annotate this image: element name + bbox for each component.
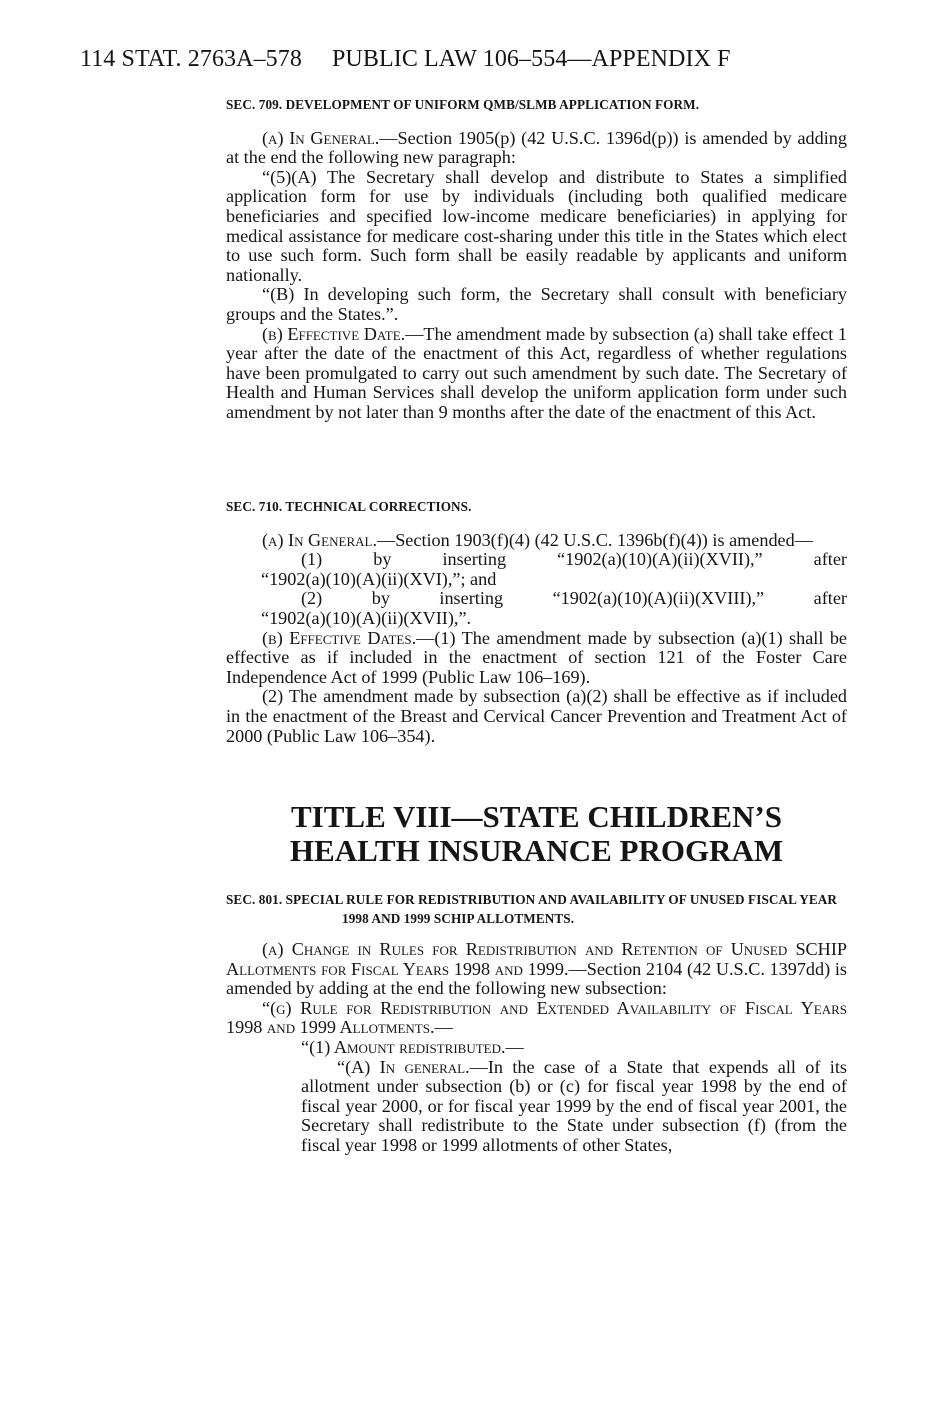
item-2-word: after [813, 588, 847, 609]
paragraph-5a: “(5)(A) The Secretary shall develop and distribute to States a simplified application form for use by individuals (including both qualified medicare beneficiaries and specified low-income medicare beneficiaries) in applying for medical assistance for medicare cost-sharing under this title in the States which elect to use such form. Such form shall be easily readable by applicants and uniform nationally. [226, 166, 847, 285]
item-1-word: inserting [442, 549, 507, 570]
law-reference: PUBLIC LAW 106–554—APPENDIX F [331, 46, 731, 72]
section-709-subsection-b [226, 325, 847, 423]
item-1-citation: “1902(a)(10)(A)(ii)(XVII),” [557, 549, 763, 570]
subsection-a-label: (a) Change in Rules for Redistribution and Retention of Unused SCHIP Allotments for Fiscal Years 1998 and 1999. [226, 939, 847, 979]
section-709 [226, 95, 847, 423]
subsection-a-text: —Section 2104 (42 U.S.C. 1397dd) is amended by adding at the end the following new subsection: [226, 958, 847, 999]
running-header [80, 46, 731, 73]
subsection-b-text: —(1) The amendment made by subsection (a)(1) shall be effective as if included in the enactment of section 121 of the Foster Care Independence Act of 1999 (Public Law 106–169). [226, 627, 847, 687]
subsection-b-label: (b) Effective Dates. [262, 627, 417, 648]
item-1-continuation: “1902(a)(10)(A)(ii)(XVI),”; and [261, 568, 497, 589]
item-2-word: inserting [439, 588, 504, 609]
subsection-b-paragraph-2: (2) The amendment made by subsection (a)(2) shall be effective as if included in the enactment of the Breast and Cervical Cancer Prevention and Treatment Act of 2000 (Public Law 106–354). [226, 686, 847, 746]
section-710-subsection-a [226, 531, 847, 551]
section-709-subsection-a [226, 129, 847, 168]
subparagraph-a [301, 1058, 847, 1156]
section-710-subsection-b [226, 629, 847, 688]
item-2-citation: “1902(a)(10)(A)(ii)(XVIII),” [552, 588, 765, 609]
subsection-g-dash: — [434, 1017, 453, 1038]
item-2-line [226, 589, 847, 609]
subsection-a-label: (a) In General. [262, 529, 377, 550]
title-line-2: HEALTH INSURANCE PROGRAM [289, 833, 784, 868]
title-viii-heading [226, 800, 847, 868]
paragraph-1 [226, 1038, 847, 1058]
subsection-a-text: —Section 1905(p) (42 U.S.C. 1396d(p)) is amended by adding at the end the following new paragraph: [226, 127, 847, 168]
subsection-g-label: “(g) Rule for Redistribution and Extended Availability of Fiscal Years 1998 and 1999 Allotments. [226, 997, 847, 1038]
item-2-continuation: “1902(a)(10)(A)(ii)(XVII),”. [261, 607, 472, 628]
section-710-heading: SEC. 710. TECHNICAL CORRECTIONS. [226, 499, 472, 514]
paragraph-b-quote: “(B) In developing such form, the Secretary shall consult with beneficiary groups and the States.”. [226, 284, 847, 324]
subparagraph-a-text: —In the case of a State that expends all of its allotment under subsection (b) or (c) for fiscal year 1998 by the end of fiscal year 2000, or for fiscal year 1999 by the end of fiscal year 2001, the Secretary shall redistribute to the State under subsection (f) (from the fiscal year 1998 or 1999 allotments of other States, [301, 1056, 847, 1155]
section-801-heading: SEC. 801. SPECIAL RULE FOR REDISTRIBUTION AND AVAILABILITY OF UNUSED FISCAL YEAR 1998 AND 1999 SCHIP ALLOTMENTS. [226, 892, 837, 926]
section-801-subsection-a [226, 940, 847, 999]
item-1-number: (1) [301, 549, 323, 570]
item-2-number: (2) [301, 588, 323, 609]
subsection-a-text: —Section 1903(f)(4) (42 U.S.C. 1396b(f)(4)) is amended— [377, 529, 813, 550]
paragraph-1-dash: — [505, 1036, 524, 1057]
page-reference: 114 STAT. 2763A–578 [80, 46, 302, 72]
title-line-1: TITLE VIII—STATE CHILDREN’S [291, 799, 782, 834]
item-1-line [226, 550, 847, 570]
item-1-word: by [373, 549, 392, 570]
subsection-a-label: (a) In General. [262, 127, 380, 148]
section-801 [226, 890, 847, 1156]
item-1-word: after [813, 549, 847, 570]
item-2-word: by [371, 588, 390, 609]
subparagraph-a-label: “(A) In general. [337, 1056, 470, 1077]
subsection-b-label: (b) Effective Date. [262, 323, 406, 344]
paragraph-1-label: “(1) Amount redistributed. [301, 1036, 506, 1057]
section-709-heading: SEC. 709. DEVELOPMENT OF UNIFORM QMB/SLMB APPLICATION FORM. [226, 97, 700, 112]
subsection-g [226, 999, 847, 1038]
subsection-b-text: —The amendment made by subsection (a) shall take effect 1 year after the date of the enactment of this Act, regardless of whether regulations have been promulgated to carry out such amendment by such date. The Secretary of Health and Human Services shall develop the uniform application form under such amendment by not later than 9 months after the date of the enactment of this Act. [226, 323, 847, 422]
section-710 [226, 497, 847, 746]
